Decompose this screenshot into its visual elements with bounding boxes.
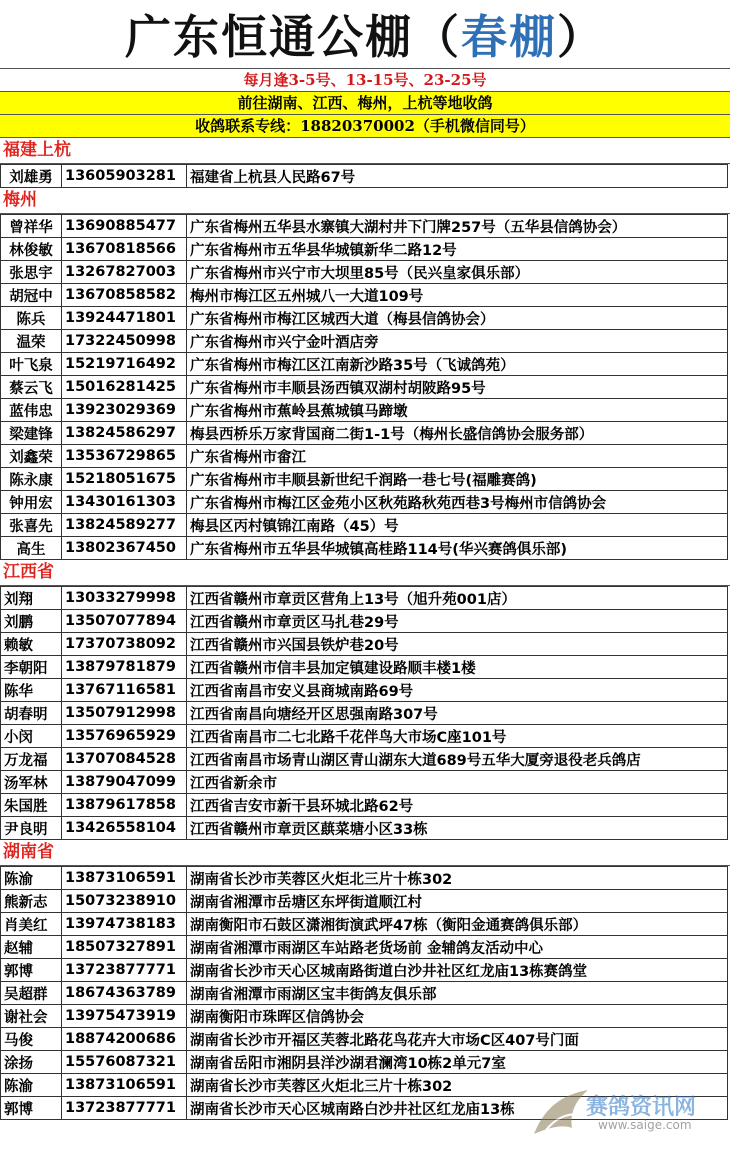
- contact-name: 刘雄勇: [1, 165, 62, 188]
- table-row: [1, 890, 728, 913]
- table-row: [1, 817, 728, 840]
- table-row: [1, 514, 728, 537]
- contact-address: 梅州市梅江区五州城八一大道109号: [187, 284, 728, 307]
- contact-name: 钟用宏: [1, 491, 62, 514]
- title-end: ）: [557, 10, 605, 64]
- contact-phone: 13267827003: [62, 261, 187, 284]
- contact-name: 尹良明: [1, 817, 62, 840]
- contact-address: 广东省梅州市丰顺县新世纪千润路一巷七号(福雕赛鸽): [187, 468, 728, 491]
- contact-phone: 13824589277: [62, 514, 187, 537]
- table-row: [1, 422, 728, 445]
- contact-phone: 13767116581: [62, 679, 187, 702]
- contact-address: 广东省梅州市兴宁金叶酒店旁: [187, 330, 728, 353]
- contact-address: 湖南省湘潭市岳塘区东坪街道顺江村: [187, 890, 728, 913]
- contact-table: [0, 586, 728, 840]
- contact-address: 江西省南昌市安义县商城南路69号: [187, 679, 728, 702]
- contact-address: 梅县区丙村镇锦江南路（45）号: [187, 514, 728, 537]
- contact-phone: 15073238910: [62, 890, 187, 913]
- watermark-url: www.saige.com: [598, 1118, 692, 1132]
- contact-address: 广东省梅州市五华县华城镇新华二路12号: [187, 238, 728, 261]
- table-row: [1, 771, 728, 794]
- table-row: [1, 307, 728, 330]
- contact-phone: 13536729865: [62, 445, 187, 468]
- contact-name: 吴超群: [1, 982, 62, 1005]
- contact-name: 郭博: [1, 1097, 62, 1120]
- table-row: [1, 261, 728, 284]
- contact-phone: 13879781879: [62, 656, 187, 679]
- contact-name: 马俊: [1, 1028, 62, 1051]
- contact-address: 江西省赣州市章贡区蕻菜塘小区33栋: [187, 817, 728, 840]
- contact-address: 湖南省湘潭市雨湖区宝丰街鸽友俱乐部: [187, 982, 728, 1005]
- table-row: [1, 330, 728, 353]
- contact-phone: 13576965929: [62, 725, 187, 748]
- contact-name: 小闵: [1, 725, 62, 748]
- contact-name: 陈华: [1, 679, 62, 702]
- contact-address: 江西省赣州市信丰县加定镇建设路顺丰楼1楼: [187, 656, 728, 679]
- contact-address: 湖南衡阳市珠晖区信鸽协会: [187, 1005, 728, 1028]
- section-heading: 江西省: [0, 560, 730, 586]
- table-row: [1, 867, 728, 890]
- contact-address: 江西省南昌市二七北路千花伴鸟大市场C座101号: [187, 725, 728, 748]
- contact-address: 湖南省长沙市芙蓉区火炬北三片十栋302: [187, 1074, 728, 1097]
- table-row: [1, 353, 728, 376]
- table-row: [1, 656, 728, 679]
- table-row: [1, 725, 728, 748]
- contact-name: 胡春明: [1, 702, 62, 725]
- contact-phone: 13974738183: [62, 913, 187, 936]
- contact-name: 赵辅: [1, 936, 62, 959]
- table-row: [1, 587, 728, 610]
- contact-address: 广东省梅州市梅江区金苑小区秋苑路秋苑西巷3号梅州市信鸽协会: [187, 491, 728, 514]
- contact-phone: 13033279998: [62, 587, 187, 610]
- contact-address: 江西省赣州市章贡区马扎巷29号: [187, 610, 728, 633]
- title-accent: 春棚: [461, 10, 557, 64]
- table-row: [1, 679, 728, 702]
- contact-name: 万龙福: [1, 748, 62, 771]
- table-row: [1, 284, 728, 307]
- contact-phone: 13975473919: [62, 1005, 187, 1028]
- contact-phone: 15219716492: [62, 353, 187, 376]
- section-heading: 湖南省: [0, 840, 730, 866]
- contact-address: 江西省赣州市兴国县铁炉巷20号: [187, 633, 728, 656]
- contact-name: 林俊敏: [1, 238, 62, 261]
- contact-phone: 17322450998: [62, 330, 187, 353]
- contact-phone: 18874200686: [62, 1028, 187, 1051]
- contact-address: 湖南省岳阳市湘阴县洋沙湖君澜湾10栋2单元7室: [187, 1051, 728, 1074]
- contact-name: 陈永康: [1, 468, 62, 491]
- contact-name: 郭博: [1, 959, 62, 982]
- contact-name: 刘翔: [1, 587, 62, 610]
- contact-phone: 18507327891: [62, 936, 187, 959]
- table-row: [1, 633, 728, 656]
- contact-name: 赖敏: [1, 633, 62, 656]
- contact-address: 广东省梅州市畲江: [187, 445, 728, 468]
- contact-phone: 13605903281: [62, 165, 187, 188]
- table-row: [1, 1005, 728, 1028]
- contact-name: 陈渝: [1, 1074, 62, 1097]
- contact-phone: 13873106591: [62, 867, 187, 890]
- contact-address: 湖南省长沙市天心区城南路街道白沙井社区红龙庙13栋赛鸽堂: [187, 959, 728, 982]
- watermark-text: 赛鸽资讯网: [586, 1095, 697, 1120]
- contact-address: 湖南省湘潭市雨湖区车站路老货场前 金辅鸽友活动中心: [187, 936, 728, 959]
- contact-address: 湖南省长沙市开福区芙蓉北路花鸟花卉大市场C区407号门面: [187, 1028, 728, 1051]
- contact-address: 广东省梅州市丰顺县汤西镇双湖村胡陂路95号: [187, 376, 728, 399]
- contact-address: 广东省梅州五华县水寨镇大湖村井下门牌257号（五华县信鸽协会）: [187, 215, 728, 238]
- contact-name: 肖美红: [1, 913, 62, 936]
- contact-phone: 13723877771: [62, 959, 187, 982]
- contact-name: 梁建锋: [1, 422, 62, 445]
- contact-note: 收鸽联系专线：18820370002（手机微信同号）: [0, 115, 730, 138]
- contact-table: [0, 866, 728, 1120]
- contact-name: 李朝阳: [1, 656, 62, 679]
- table-row: [1, 468, 728, 491]
- table-row: [1, 491, 728, 514]
- contact-name: 汤军林: [1, 771, 62, 794]
- contact-name: 蓝伟忠: [1, 399, 62, 422]
- contact-name: 胡冠中: [1, 284, 62, 307]
- contact-address: 湖南省长沙市芙蓉区火炬北三片十栋302: [187, 867, 728, 890]
- contact-address: 广东省梅州市蕉岭县蕉城镇马蹄墩: [187, 399, 728, 422]
- contact-phone: 15576087321: [62, 1051, 187, 1074]
- route-note: 前往湖南、江西、梅州，上杭等地收鸽: [0, 92, 730, 115]
- contact-name: 曾祥华: [1, 215, 62, 238]
- contact-name: 朱国胜: [1, 794, 62, 817]
- table-row: [1, 913, 728, 936]
- contact-address: 江西省吉安市新干县环城北路62号: [187, 794, 728, 817]
- contact-address: 广东省梅州市兴宁市大坝里85号（民兴皇家俱乐部）: [187, 261, 728, 284]
- title-text: 广东恒通公棚（: [125, 10, 461, 64]
- contact-phone: 13507077894: [62, 610, 187, 633]
- table-row: [1, 165, 728, 188]
- contact-phone: 13670858582: [62, 284, 187, 307]
- title-row: [0, 0, 730, 69]
- page-title: [125, 1, 605, 67]
- table-row: [1, 982, 728, 1005]
- contact-phone: 13430161303: [62, 491, 187, 514]
- contact-phone: 18674363789: [62, 982, 187, 1005]
- contact-phone: 15016281425: [62, 376, 187, 399]
- contact-name: 刘鑫荣: [1, 445, 62, 468]
- table-row: [1, 748, 728, 771]
- contact-name: 刘鹏: [1, 610, 62, 633]
- contact-address: 广东省梅州市五华县华城镇高桂路114号(华兴赛鸽俱乐部): [187, 537, 728, 560]
- contact-name: 温荣: [1, 330, 62, 353]
- contact-name: 谢社会: [1, 1005, 62, 1028]
- contact-phone: 13507912998: [62, 702, 187, 725]
- table-row: [1, 537, 728, 560]
- contact-phone: 13824586297: [62, 422, 187, 445]
- contact-address: 湖南省长沙市天心区城南路白沙井社区红龙庙13栋: [187, 1097, 728, 1120]
- table-row: [1, 794, 728, 817]
- contact-phone: 13670818566: [62, 238, 187, 261]
- contact-table: [0, 214, 728, 560]
- table-row: [1, 399, 728, 422]
- contact-phone: 13924471801: [62, 307, 187, 330]
- contact-phone: 13690885477: [62, 215, 187, 238]
- contact-address: 福建省上杭县人民路67号: [187, 165, 728, 188]
- sections-container: [0, 138, 730, 1120]
- contact-name: 高生: [1, 537, 62, 560]
- contact-name: 熊新志: [1, 890, 62, 913]
- contact-phone: 13879617858: [62, 794, 187, 817]
- contact-address: 江西省南昌向塘经开区思强南路307号: [187, 702, 728, 725]
- contact-address: 江西省赣州市章贡区营角上13号（旭升苑001店）: [187, 587, 728, 610]
- contact-phone: 13923029369: [62, 399, 187, 422]
- watermark: [526, 1084, 716, 1144]
- contact-address: 广东省梅州市梅江区城西大道（梅县信鸽协会）: [187, 307, 728, 330]
- section-heading: 福建上杭: [0, 138, 730, 164]
- contact-address: 江西省南昌市场青山湖区青山湖东大道689号五华大厦旁退役老兵鸽店: [187, 748, 728, 771]
- table-row: [1, 610, 728, 633]
- contact-phone: 13879047099: [62, 771, 187, 794]
- table-row: [1, 936, 728, 959]
- table-row: [1, 1028, 728, 1051]
- table-row: [1, 445, 728, 468]
- table-row: [1, 959, 728, 982]
- contact-name: 陈渝: [1, 867, 62, 890]
- contact-address: 梅县西桥乐万家背国商二街1-1号（梅州长盛信鸽协会服务部）: [187, 422, 728, 445]
- contact-table: [0, 164, 728, 188]
- contact-name: 张喜先: [1, 514, 62, 537]
- contact-address: 湖南衡阳市石鼓区潇湘街演武坪47栋（衡阳金通赛鸽俱乐部）: [187, 913, 728, 936]
- contact-name: 张思宇: [1, 261, 62, 284]
- table-row: [1, 1051, 728, 1074]
- contact-phone: 13802367450: [62, 537, 187, 560]
- contact-phone: 17370738092: [62, 633, 187, 656]
- table-row: [1, 238, 728, 261]
- contact-phone: 13723877771: [62, 1097, 187, 1120]
- section-heading: 梅州: [0, 188, 730, 214]
- contact-address: 广东省梅州市梅江区江南新沙路35号（飞诚鸽苑）: [187, 353, 728, 376]
- contact-name: 蔡云飞: [1, 376, 62, 399]
- table-row: [1, 702, 728, 725]
- table-row: [1, 376, 728, 399]
- contact-name: 涂扬: [1, 1051, 62, 1074]
- contact-phone: 13873106591: [62, 1074, 187, 1097]
- contact-phone: 13426558104: [62, 817, 187, 840]
- table-row: [1, 215, 728, 238]
- contact-phone: 15218051675: [62, 468, 187, 491]
- schedule-note: 每月逢3-5号、13-15号、23-25号: [0, 69, 730, 92]
- contact-name: 陈兵: [1, 307, 62, 330]
- contact-phone: 13707084528: [62, 748, 187, 771]
- contact-name: 叶飞泉: [1, 353, 62, 376]
- contact-address: 江西省新余市: [187, 771, 728, 794]
